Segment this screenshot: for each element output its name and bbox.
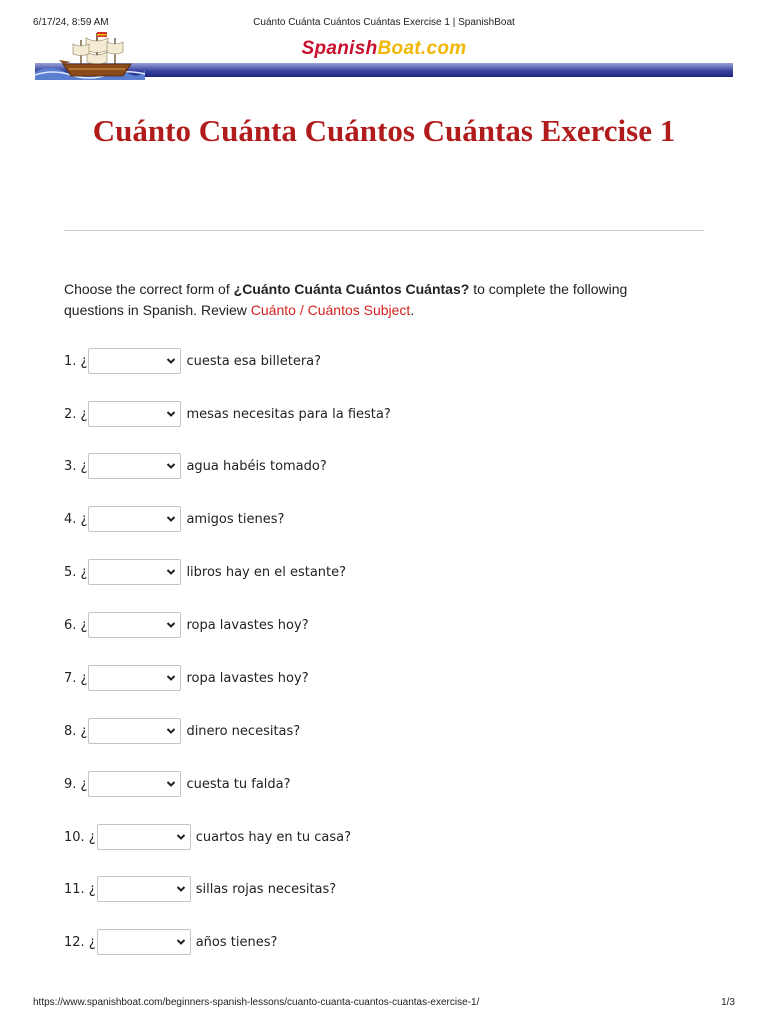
question-text: cuesta esa billetera? (186, 353, 322, 369)
question-text: dinero necesitas? (186, 723, 301, 739)
answer-select[interactable] (88, 348, 181, 374)
print-url: https://www.spanishboat.com/beginners-spanish-lessons/cuanto-cuanta-cuantos-cuantas-exercise-1/ (33, 997, 480, 1008)
question-number: 9. ¿ (64, 776, 88, 792)
chevron-down-icon (166, 620, 176, 630)
answer-select[interactable] (88, 665, 181, 691)
question-text: cuesta tu falda? (186, 776, 291, 792)
question-text: agua habéis tomado? (186, 458, 327, 474)
answer-select[interactable] (88, 401, 181, 427)
instructions-after: to complete the following questions in Spanish. Review (64, 281, 628, 318)
chevron-down-icon (166, 514, 176, 524)
chevron-down-icon (166, 356, 176, 366)
answer-select[interactable] (97, 824, 191, 850)
brand-part-spanish: Spanish (301, 38, 378, 59)
question-row (64, 718, 300, 744)
print-doc-title: Cuánto Cuánta Cuántos Cuántas Exercise 1 | SpanishBoat (253, 17, 515, 28)
question-text: sillas rojas necesitas? (195, 881, 337, 897)
question-row (64, 771, 291, 797)
question-row (64, 453, 327, 479)
instructions-end: . (410, 302, 415, 318)
question-text: ropa lavastes hoy? (186, 617, 309, 633)
chevron-down-icon (166, 567, 176, 577)
chevron-down-icon (176, 832, 186, 842)
question-text: amigos tienes? (186, 511, 285, 527)
question-row (64, 559, 346, 585)
question-row (64, 348, 321, 374)
instructions-before: Choose the correct form of (64, 281, 234, 297)
answer-select[interactable] (97, 876, 191, 902)
question-number: 6. ¿ (64, 617, 88, 633)
chevron-down-icon (166, 779, 176, 789)
question-text: cuartos hay en tu casa? (195, 829, 351, 845)
print-footer (33, 997, 735, 1011)
question-row (64, 612, 309, 638)
question-number: 7. ¿ (64, 670, 88, 686)
question-row (64, 824, 351, 850)
review-link[interactable]: Cuánto / Cuántos Subject (250, 302, 411, 318)
question-row (64, 929, 277, 955)
answer-select[interactable] (88, 771, 181, 797)
question-number: 4. ¿ (64, 511, 88, 527)
chevron-down-icon (166, 409, 176, 419)
question-number: 11. ¿ (64, 881, 96, 897)
brand-part-boat: Boat.com (377, 38, 467, 59)
question-text: libros hay en el estante? (186, 564, 347, 580)
answer-select[interactable] (88, 612, 181, 638)
brand-wordmark[interactable] (35, 38, 733, 60)
question-row (64, 401, 391, 427)
question-row (64, 876, 336, 902)
question-number: 10. ¿ (64, 829, 96, 845)
question-number: 1. ¿ (64, 353, 88, 369)
instructions (64, 279, 684, 321)
question-row (64, 506, 284, 532)
question-number: 8. ¿ (64, 723, 88, 739)
answer-select[interactable] (88, 718, 181, 744)
chevron-down-icon (166, 673, 176, 683)
answer-select[interactable] (88, 559, 181, 585)
answer-select[interactable] (97, 929, 191, 955)
instructions-bold: ¿Cuánto Cuánta Cuántos Cuántas? (233, 281, 470, 297)
question-number: 3. ¿ (64, 458, 88, 474)
chevron-down-icon (166, 726, 176, 736)
site-banner (35, 30, 733, 82)
chevron-down-icon (176, 884, 186, 894)
question-text: ropa lavastes hoy? (186, 670, 309, 686)
title-divider (64, 230, 704, 231)
chevron-down-icon (166, 461, 176, 471)
question-text: años tienes? (195, 934, 278, 950)
page-title: Cuánto Cuánta Cuántos Cuántas Exercise 1 (92, 113, 676, 148)
question-number: 12. ¿ (64, 934, 96, 950)
print-datetime: 6/17/24, 8:59 AM (33, 17, 109, 28)
print-header (33, 17, 735, 31)
question-number: 2. ¿ (64, 406, 88, 422)
question-row (64, 665, 309, 691)
answer-select[interactable] (88, 506, 181, 532)
question-text: mesas necesitas para la fiesta? (186, 406, 391, 422)
chevron-down-icon (176, 937, 186, 947)
question-number: 5. ¿ (64, 564, 88, 580)
answer-select[interactable] (88, 453, 181, 479)
page-indicator: 1/3 (721, 997, 735, 1008)
